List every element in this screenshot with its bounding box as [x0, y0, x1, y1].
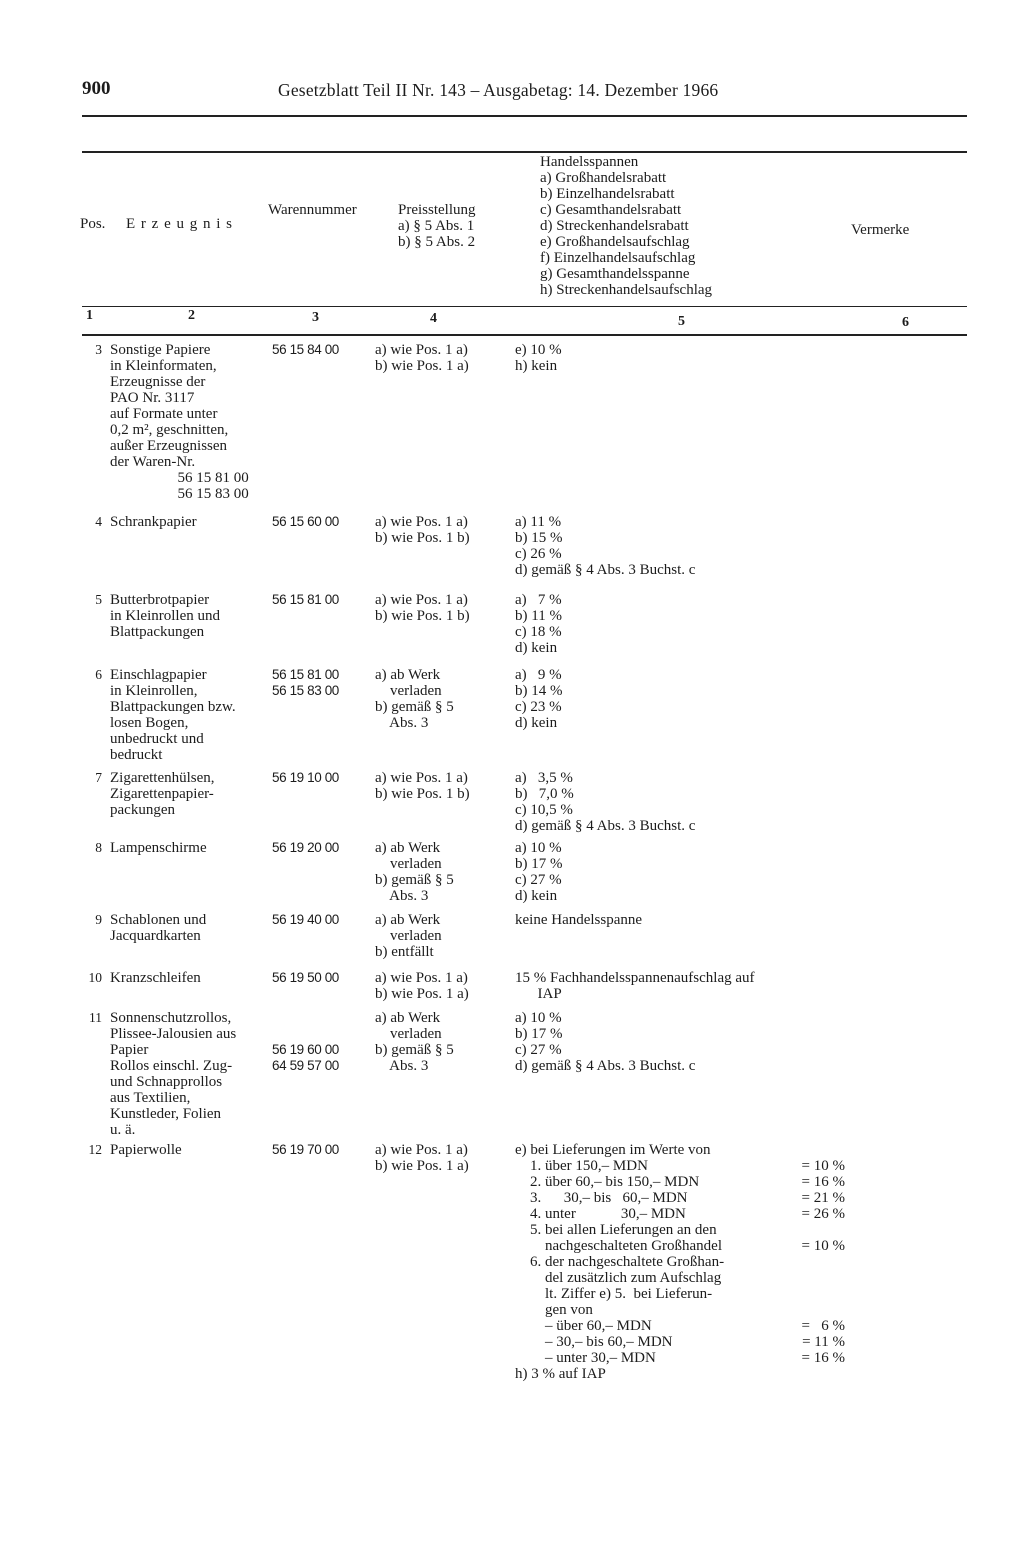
- product-cell-line: Papier: [110, 1042, 149, 1058]
- product-cell: [110, 770, 272, 818]
- margin-tier-value: = 16 %: [801, 1350, 845, 1366]
- table-row: [70, 840, 845, 904]
- number-cell-line: 56 15 81 00: [272, 592, 339, 607]
- price-cell-line: b) wie Pos. 1 b): [375, 530, 470, 546]
- row-pos: 8: [95, 840, 102, 855]
- price-cell-line: verladen: [375, 1026, 442, 1042]
- header-product: E r z e u g n i s: [126, 216, 233, 232]
- row-pos: 11: [89, 1010, 102, 1025]
- column-number: 2: [188, 308, 195, 323]
- row-pos: 9: [95, 912, 102, 927]
- margin-cell: [515, 667, 845, 731]
- margin-tier: [515, 1222, 845, 1238]
- margin-tier-value: = 26 %: [801, 1206, 845, 1222]
- margin-tier: [515, 1238, 845, 1254]
- price-cell-line: a) wie Pos. 1 a): [375, 770, 468, 786]
- column-number: 1: [86, 308, 93, 323]
- price-cell-line: b) gemäß § 5: [375, 1042, 454, 1058]
- margin-tier-label: – über 60,– MDN: [515, 1318, 652, 1334]
- header-price-line: b) § 5 Abs. 2: [398, 234, 476, 250]
- margin-tier-value: = 11 %: [802, 1334, 845, 1350]
- margin-cell-line: b) 17 %: [515, 856, 563, 872]
- margin-tier: [515, 1286, 845, 1302]
- margin-tier-value: = 10 %: [801, 1238, 845, 1254]
- margin-cell-line: c) 27 %: [515, 872, 562, 888]
- table-row: [70, 667, 845, 763]
- margin-cell-line: b) 17 %: [515, 1026, 563, 1042]
- product-cell-line: Lampenschirme: [110, 840, 207, 856]
- number-cell: [272, 1142, 375, 1158]
- margin-outro: h) 3 % auf IAP: [515, 1366, 606, 1382]
- price-cell-line: b) gemäß § 5: [375, 872, 454, 888]
- margin-cell-line: a) 7 %: [515, 592, 562, 608]
- product-cell-line: in Kleinformaten,: [110, 358, 217, 374]
- margin-cell-line: 15 % Fachhandelsspannenaufschlag auf: [515, 970, 755, 986]
- product-cell-line: Blattpackungen: [110, 624, 205, 640]
- product-cell-line: Plissee-Jalousien aus: [110, 1026, 237, 1042]
- price-cell: [375, 592, 515, 624]
- table-row: [70, 342, 845, 502]
- margin-cell-line: h) kein: [515, 358, 558, 374]
- margin-cell-line: c) 23 %: [515, 699, 562, 715]
- header-price: [398, 202, 476, 250]
- number-cell-line: 56 15 83 00: [272, 683, 339, 698]
- price-cell: [375, 514, 515, 546]
- margin-tier-label: 4. unter 30,– MDN: [515, 1206, 686, 1222]
- product-cell-line: Butterbrotpapier: [110, 592, 210, 608]
- margin-cell-line: a) 10 %: [515, 1010, 562, 1026]
- row-pos: 12: [88, 1142, 102, 1157]
- margin-cell-line: e) 10 %: [515, 342, 562, 358]
- price-cell-line: Abs. 3: [375, 715, 429, 731]
- number-cell-line: 56 19 70 00: [272, 1142, 339, 1157]
- margin-cell-line: c) 10,5 %: [515, 802, 573, 818]
- margin-cell-line: b) 14 %: [515, 683, 563, 699]
- price-cell: [375, 667, 515, 731]
- margin-tier-value: [773, 1270, 845, 1286]
- price-cell: [375, 770, 515, 802]
- price-cell: [375, 1010, 515, 1074]
- number-cell: [272, 840, 375, 856]
- price-cell: [375, 840, 515, 904]
- product-cell-line: Sonnenschutzrollos,: [110, 1010, 232, 1026]
- product-cell: [110, 592, 272, 640]
- margin-tier: [515, 1270, 845, 1286]
- margin-cell-line: c) 27 %: [515, 1042, 562, 1058]
- product-cell-line: auf Formate unter: [110, 406, 218, 422]
- margin-cell-line: d) kein: [515, 640, 558, 656]
- header-margin-line: a) Großhandelsrabatt: [540, 170, 667, 186]
- margin-tier: [515, 1350, 845, 1366]
- margin-cell-line: c) 26 %: [515, 546, 562, 562]
- price-cell-line: a) wie Pos. 1 a): [375, 970, 468, 986]
- table-row: [70, 1010, 845, 1138]
- header-margin-line: b) Einzelhandelsrabatt: [540, 186, 675, 202]
- margin-tier-label: gen von: [515, 1302, 593, 1318]
- number-cell-line: 56 19 50 00: [272, 970, 339, 985]
- row-pos: 6: [95, 667, 102, 682]
- product-cell: [110, 667, 272, 763]
- number-cell: [272, 592, 375, 608]
- number-cell-line: 56 15 84 00: [272, 342, 339, 357]
- price-cell-line: b) wie Pos. 1 b): [375, 608, 470, 624]
- number-cell: [272, 1010, 375, 1074]
- table-row: [70, 592, 845, 656]
- product-cell: [110, 514, 272, 530]
- product-cell-line: losen Bogen,: [110, 715, 189, 731]
- product-cell-line: Rollos einschl. Zug-: [110, 1058, 233, 1074]
- product-cell-line: in Kleinrollen und: [110, 608, 220, 624]
- margin-tier-label: 6. der nachgeschaltete Großhan-: [515, 1254, 725, 1270]
- table-row: [70, 770, 845, 834]
- price-cell: [375, 342, 515, 374]
- product-cell: [110, 912, 272, 944]
- row-pos: 10: [88, 970, 102, 985]
- row-pos: 4: [95, 514, 102, 529]
- price-cell-line: b) gemäß § 5: [375, 699, 454, 715]
- product-cell-line: 56 15 83 00: [110, 486, 249, 502]
- header-margins: [540, 154, 712, 298]
- product-cell-line: Kunstleder, Folien: [110, 1106, 222, 1122]
- margin-cell-line: d) gemäß § 4 Abs. 3 Buchst. c: [515, 818, 696, 834]
- header-margin-line: g) Gesamthandelsspanne: [540, 266, 690, 282]
- margin-tier-value: = 16 %: [801, 1174, 845, 1190]
- product-cell-line: 0,2 m², geschnitten,: [110, 422, 229, 438]
- price-cell-line: Abs. 3: [375, 1058, 429, 1074]
- margin-cell-line: a) 11 %: [515, 514, 562, 530]
- margin-cell-line: c) 18 %: [515, 624, 562, 640]
- margin-intro: e) bei Lieferungen im Werte von: [515, 1142, 711, 1158]
- table-row: [70, 514, 845, 578]
- page-number: 900: [82, 78, 111, 99]
- price-cell-line: verladen: [375, 928, 442, 944]
- column-number-rule: [82, 334, 967, 336]
- margin-cell-line: a) 3,5 %: [515, 770, 573, 786]
- price-cell: [375, 970, 515, 1002]
- margin-tier-label: nachgeschalteten Großhandel: [515, 1238, 723, 1254]
- margin-tier-label: – unter 30,– MDN: [515, 1350, 656, 1366]
- price-cell-line: a) ab Werk: [375, 912, 441, 928]
- table-row: [70, 970, 845, 1002]
- product-cell-line: Papierwolle: [110, 1142, 182, 1158]
- product-cell-line: der Waren-Nr.: [110, 454, 196, 470]
- product-cell: [110, 1142, 272, 1158]
- product-cell-line: in Kleinrollen,: [110, 683, 198, 699]
- row-pos: 7: [95, 770, 102, 785]
- margin-cell: [515, 840, 845, 904]
- number-cell-line: [272, 1026, 375, 1042]
- product-cell: [110, 840, 272, 856]
- margin-cell-line: d) gemäß § 4 Abs. 3 Buchst. c: [515, 1058, 696, 1074]
- margin-cell: [515, 1010, 845, 1074]
- margin-tier-label: lt. Ziffer e) 5. bei Lieferun-: [515, 1286, 713, 1302]
- header-pos: Pos.: [80, 216, 106, 232]
- number-cell-line: 56 19 10 00: [272, 770, 339, 785]
- number-cell-line: 56 15 81 00: [272, 667, 339, 682]
- header-margin-line: Handelsspannen: [540, 154, 639, 170]
- number-cell-line: 64 59 57 00: [272, 1058, 339, 1073]
- margin-cell-line: b) 7,0 %: [515, 786, 574, 802]
- header-rule: [82, 115, 967, 117]
- margin-tier-value: = 6 %: [801, 1318, 845, 1334]
- margin-tier-label: 2. über 60,– bis 150,– MDN: [515, 1174, 700, 1190]
- margin-cell-line: d) gemäß § 4 Abs. 3 Buchst. c: [515, 562, 696, 578]
- product-cell: [110, 1010, 272, 1138]
- margin-tier: [515, 1174, 845, 1190]
- margin-tier-value: = 21 %: [801, 1190, 845, 1206]
- header-bottom-rule: [82, 306, 967, 307]
- header-price-line: Preisstellung: [398, 202, 476, 218]
- number-cell-line: 56 19 60 00: [272, 1042, 339, 1057]
- margin-tier-value: [773, 1302, 845, 1318]
- header-margin-line: c) Gesamthandelsrabatt: [540, 202, 682, 218]
- margin-cell-line: d) kein: [515, 715, 558, 731]
- price-cell-line: b) wie Pos. 1 b): [375, 786, 470, 802]
- price-cell-line: verladen: [375, 856, 442, 872]
- number-cell-line: 56 19 20 00: [272, 840, 339, 855]
- product-cell-line: Kranzschleifen: [110, 970, 201, 986]
- product-cell-line: PAO Nr. 3117: [110, 390, 195, 406]
- margin-cell: [515, 514, 845, 578]
- margin-tier: [515, 1206, 845, 1222]
- price-cell-line: a) ab Werk: [375, 667, 441, 683]
- price-cell: [375, 1142, 515, 1174]
- price-cell-line: a) ab Werk: [375, 1010, 441, 1026]
- price-cell-line: a) ab Werk: [375, 840, 441, 856]
- number-cell: [272, 970, 375, 986]
- product-cell-line: Sonstige Papiere: [110, 342, 211, 358]
- margin-cell-line: b) 15 %: [515, 530, 563, 546]
- table-row: [70, 1142, 845, 1382]
- number-cell: [272, 912, 375, 928]
- price-cell-line: b) entfällt: [375, 944, 434, 960]
- margin-tier: [515, 1190, 845, 1206]
- margin-tier: [515, 1334, 845, 1350]
- price-cell-line: a) wie Pos. 1 a): [375, 592, 468, 608]
- price-cell-line: Abs. 3: [375, 888, 429, 904]
- margin-cell-line: keine Handelsspanne: [515, 912, 643, 928]
- product-cell-line: unbedruckt und: [110, 731, 204, 747]
- product-cell-line: und Schnapprollos: [110, 1074, 223, 1090]
- margin-tier: [515, 1302, 845, 1318]
- price-cell-line: a) wie Pos. 1 a): [375, 342, 468, 358]
- number-cell: [272, 770, 375, 786]
- price-cell-line: b) wie Pos. 1 a): [375, 986, 469, 1002]
- margin-cell-line: a) 10 %: [515, 840, 562, 856]
- publication-header: Gesetzblatt Teil II Nr. 143 – Ausgabetag: 14. Dezember 1966: [278, 80, 719, 100]
- product-cell-line: Zigarettenhülsen,: [110, 770, 215, 786]
- margin-cell-line: b) 11 %: [515, 608, 562, 624]
- margin-tier-label: 3. 30,– bis 60,– MDN: [515, 1190, 688, 1206]
- product-cell-line: 56 15 81 00: [110, 470, 249, 486]
- header-number: Warennummer: [268, 202, 357, 218]
- product-cell-line: Erzeugnisse der: [110, 374, 206, 390]
- number-cell-line: 56 19 40 00: [272, 912, 339, 927]
- margin-cell: [515, 592, 845, 656]
- table-top-rule: [82, 151, 967, 153]
- header-margin-line: e) Großhandelsaufschlag: [540, 234, 690, 250]
- number-cell: [272, 667, 375, 699]
- product-cell-line: aus Textilien,: [110, 1090, 191, 1106]
- product-cell-line: Blattpackungen bzw.: [110, 699, 236, 715]
- header-margin-line: h) Streckenhandelsaufschlag: [540, 282, 713, 298]
- product-cell-line: Schrankpapier: [110, 514, 197, 530]
- margin-cell: [515, 770, 845, 834]
- price-cell: [375, 912, 515, 960]
- product-cell-line: Jacquardkarten: [110, 928, 201, 944]
- margin-tier-label: 5. bei allen Lieferungen an den: [515, 1222, 717, 1238]
- product-cell-line: außer Erzeugnissen: [110, 438, 228, 454]
- price-cell-line: b) wie Pos. 1 a): [375, 358, 469, 374]
- header-price-line: a) § 5 Abs. 1: [398, 218, 475, 234]
- margin-tier: [515, 1254, 845, 1270]
- row-pos: 3: [95, 342, 102, 357]
- product-cell-line: u. ä.: [110, 1122, 136, 1138]
- margin-cell: [515, 970, 845, 1002]
- header-margin-line: f) Einzelhandelsaufschlag: [540, 250, 696, 266]
- number-cell: [272, 342, 375, 358]
- number-cell: [272, 514, 375, 530]
- margin-tier-value: [773, 1222, 845, 1238]
- product-cell: [110, 970, 272, 986]
- number-cell-line: [272, 1010, 375, 1026]
- price-cell-line: a) wie Pos. 1 a): [375, 1142, 468, 1158]
- margin-tier: [515, 1318, 845, 1334]
- margin-cell-line: d) kein: [515, 888, 558, 904]
- table-row: [70, 912, 845, 960]
- margin-tier-label: – 30,– bis 60,– MDN: [515, 1334, 673, 1350]
- number-cell-line: 56 15 60 00: [272, 514, 339, 529]
- price-cell-line: b) wie Pos. 1 a): [375, 1158, 469, 1174]
- product-cell-line: bedruckt: [110, 747, 163, 763]
- product-cell-line: Schablonen und: [110, 912, 207, 928]
- column-number: 4: [430, 311, 437, 326]
- header-margin-line: d) Streckenhandelsrabatt: [540, 218, 689, 234]
- header-remarks: Vermerke: [851, 222, 910, 238]
- margin-cell: [515, 1142, 845, 1382]
- column-number: 3: [312, 310, 319, 325]
- margin-cell-line: IAP: [515, 986, 562, 1002]
- margin-tier-label: del zusätzlich zum Aufschlag: [515, 1270, 722, 1286]
- price-cell-line: verladen: [375, 683, 442, 699]
- product-cell: [110, 342, 272, 502]
- product-cell-line: Einschlagpapier: [110, 667, 207, 683]
- row-pos: 5: [95, 592, 102, 607]
- margin-tier-value: [773, 1254, 845, 1270]
- margin-cell: [515, 342, 845, 374]
- margin-tier-label: 1. über 150,– MDN: [515, 1158, 648, 1174]
- product-cell-line: packungen: [110, 802, 175, 818]
- price-cell-line: a) wie Pos. 1 a): [375, 514, 468, 530]
- margin-cell: [515, 912, 845, 928]
- column-number: 5: [678, 314, 685, 329]
- margin-tier-value: = 10 %: [801, 1158, 845, 1174]
- margin-tier-value: [773, 1286, 845, 1302]
- margin-cell-line: a) 9 %: [515, 667, 562, 683]
- column-number: 6: [902, 315, 909, 330]
- product-cell-line: Zigarettenpapier-: [110, 786, 214, 802]
- margin-tier: [515, 1158, 845, 1174]
